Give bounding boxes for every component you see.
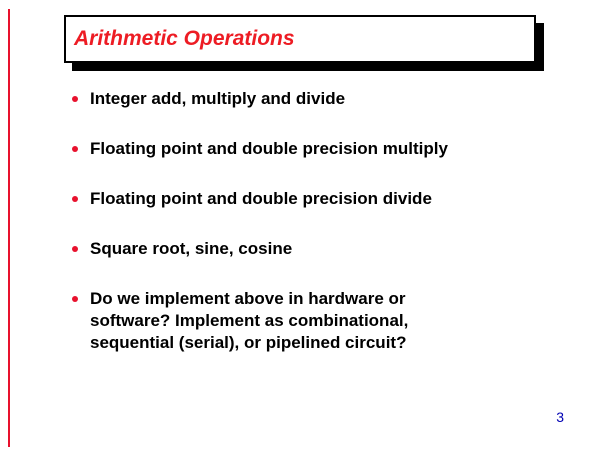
list-item bbox=[72, 188, 554, 209]
bullet-icon bbox=[72, 146, 78, 152]
bullet-text: Integer add, multiply and divide bbox=[90, 89, 346, 108]
bullet-text: Square root, sine, cosine bbox=[90, 239, 293, 258]
bullet-icon bbox=[72, 246, 78, 252]
bullet-text: Do we implement above in hardware or software? Implement as combinational, sequential (serial), or pipelined circuit? bbox=[90, 289, 409, 352]
bullet-text: Floating point and double precision multiply bbox=[90, 139, 448, 158]
list-item bbox=[72, 238, 554, 259]
bullet-text: Floating point and double precision divide bbox=[90, 189, 432, 208]
bullet-icon bbox=[72, 96, 78, 102]
bullet-icon bbox=[72, 296, 78, 302]
left-accent-bar bbox=[8, 9, 10, 447]
list-item bbox=[72, 288, 554, 354]
slide-title: Arithmetic Operations bbox=[74, 27, 295, 50]
page-number: 3 bbox=[556, 409, 564, 425]
list-item bbox=[72, 88, 554, 109]
title-box bbox=[64, 15, 536, 63]
list-item bbox=[72, 138, 554, 159]
bullet-icon bbox=[72, 196, 78, 202]
bullet-list bbox=[72, 88, 554, 383]
